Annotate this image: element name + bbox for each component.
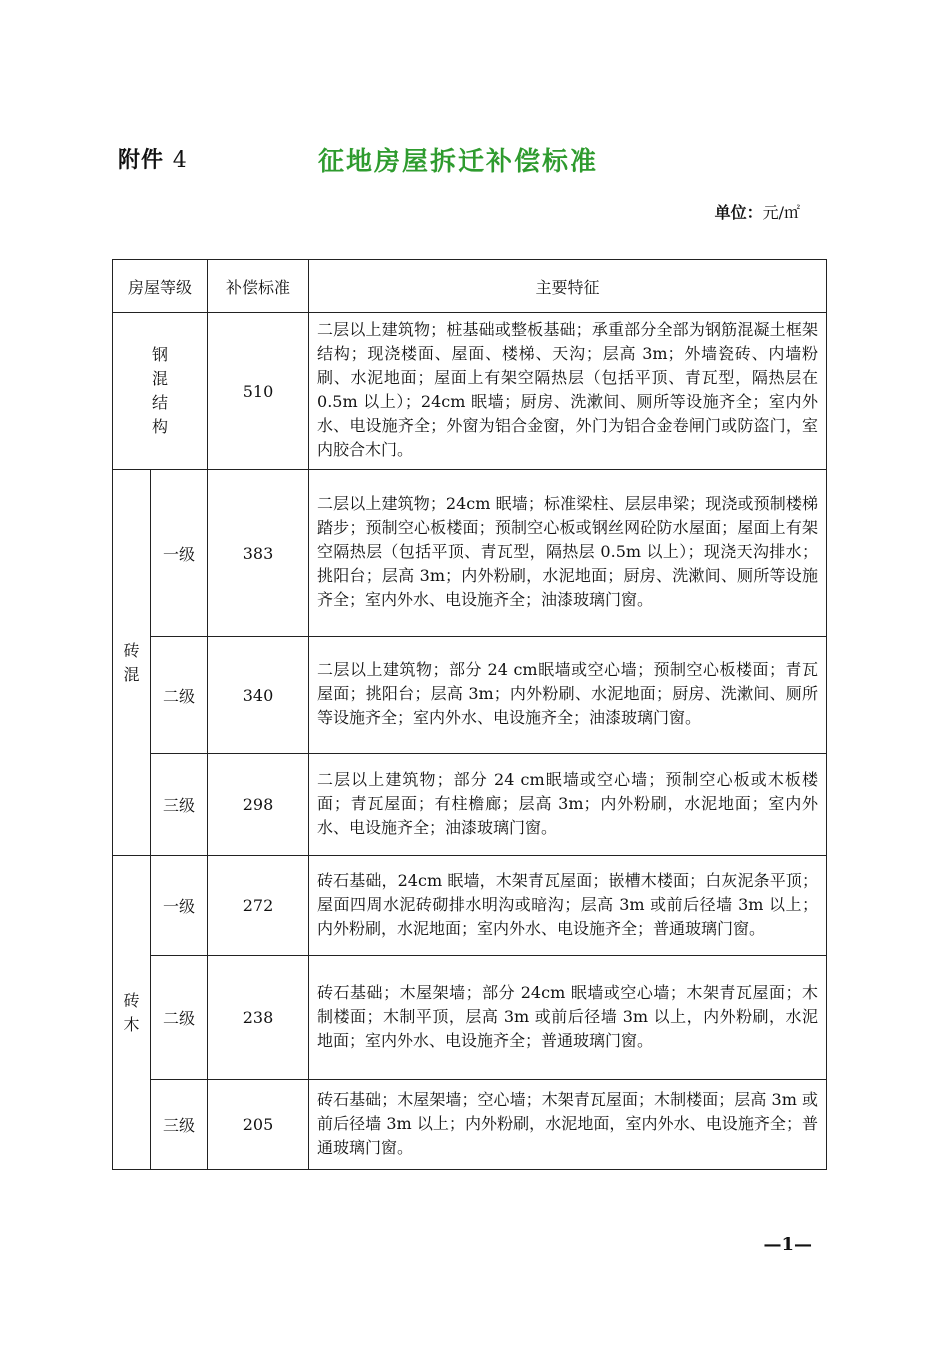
brick-wood-category-cell [113, 856, 151, 1170]
features-text: 二层以上建筑物；部分 24 cm眠墙或空心墙；预制空心板楼面；青瓦屋面；挑阳台；层高 3m；内外粉刷、水泥地面；厨房、洗漱间、厕所等设施齐全；室内外水、电设施齐全；油漆玻璃门窗。 [309, 637, 827, 754]
header-features: 主要特征 [309, 260, 827, 313]
compensation-table [112, 259, 827, 1170]
unit-label: 单位： [714, 203, 763, 222]
features-text: 二层以上建筑物；部分 24 cm眠墙或空心墙；预制空心板或木板楼面；青瓦屋面；有柱檐廊；层高 3m；内外粉刷，水泥地面；室内外水、电设施齐全；油漆玻璃门窗。 [309, 754, 827, 856]
features-text: 砖石基础，24cm 眠墙，木架青瓦屋面；嵌槽木楼面；白灰泥条平顶；屋面四周水泥砖砌排水明沟或暗沟；层高 3m 或前后径墙 3m 以上；内外粉刷，水泥地面；室内外水、电设施齐全；普通玻璃门窗。 [309, 856, 827, 956]
standard-value: 340 [208, 637, 309, 754]
table-row [113, 313, 827, 470]
grade-label: 二级 [151, 637, 208, 754]
standard-value: 272 [208, 856, 309, 956]
table-row [113, 637, 827, 754]
grade-label: 一级 [151, 856, 208, 956]
table-row [113, 1080, 827, 1170]
features-text: 二层以上建筑物；24cm 眠墙；标准梁柱、层层串梁；现浇或预制楼梯踏步；预制空心板楼面；预制空心板或钢丝网砼防水屋面；屋面上有架空隔热层（包括平顶、青瓦型，隔热层 0.5m 以上）；现浇天沟排水；挑阳台；层高 3m；内外粉刷，水泥地面；厨房、洗漱间、厕所等设施齐全；室内外水、电设施齐全；油漆玻璃门窗。 [309, 470, 827, 637]
steel-category-cell [113, 313, 208, 470]
standard-value: 298 [208, 754, 309, 856]
annex-label [118, 143, 188, 174]
unit-note [715, 200, 800, 223]
table-row [113, 856, 827, 956]
steel-features: 二层以上建筑物；桩基础或整板基础；承重部分全部为钢筋混凝土框架结构；现浇楼面、屋面、楼梯、天沟；层高 3m；外墙瓷砖、内墙粉刷、水泥地面；屋面上有架空隔热层（包括平顶、青瓦型，隔热层在 0.5m 以上）；24cm 眠墙；厨房、洗漱间、厕所等设施齐全；室内外水、电设施齐全；外窗为铝合金窗，外门为铝合金卷闸门或防盗门，室内胶合木门。 [309, 313, 827, 470]
unit-value: 元/㎡ [762, 203, 800, 222]
standard-value: 383 [208, 470, 309, 637]
brick-concrete-category: 砖混 [123, 640, 140, 684]
table-row [113, 956, 827, 1080]
steel-standard: 510 [208, 313, 309, 470]
annex-label-text: 附件 [118, 148, 165, 173]
table-row [113, 754, 827, 856]
grade-label: 三级 [151, 1080, 208, 1170]
features-text: 砖石基础；木屋架墙；空心墙；木架青瓦屋面；木制楼面；层高 3m 或前后径墙 3m 以上；内外粉刷，水泥地面，室内外水、电设施齐全；普通玻璃门窗。 [309, 1080, 827, 1170]
grade-label: 一级 [151, 470, 208, 637]
header-grade: 房屋等级 [113, 260, 208, 313]
grade-label: 二级 [151, 956, 208, 1080]
grade-label: 三级 [151, 754, 208, 856]
table-row [113, 470, 827, 637]
features-text: 砖石基础；木屋架墙；部分 24cm 眠墙或空心墙；木架青瓦屋面；木制楼面；木制平顶，层高 3m 或前后径墙 3m 以上，内外粉刷，水泥地面；室内外水、电设施齐全；普通玻璃门窗。 [309, 956, 827, 1080]
page-title: 征地房屋拆迁补偿标准 [318, 147, 599, 177]
annex-number: 4 [172, 148, 188, 173]
brick-concrete-category-cell [113, 470, 151, 856]
brick-wood-category: 砖木 [123, 990, 140, 1034]
steel-category: 钢混结构 [151, 345, 168, 436]
header-standard: 补偿标准 [208, 260, 309, 313]
page-number: —1— [763, 1234, 812, 1255]
table-header-row [113, 260, 827, 313]
standard-value: 205 [208, 1080, 309, 1170]
standard-value: 238 [208, 956, 309, 1080]
